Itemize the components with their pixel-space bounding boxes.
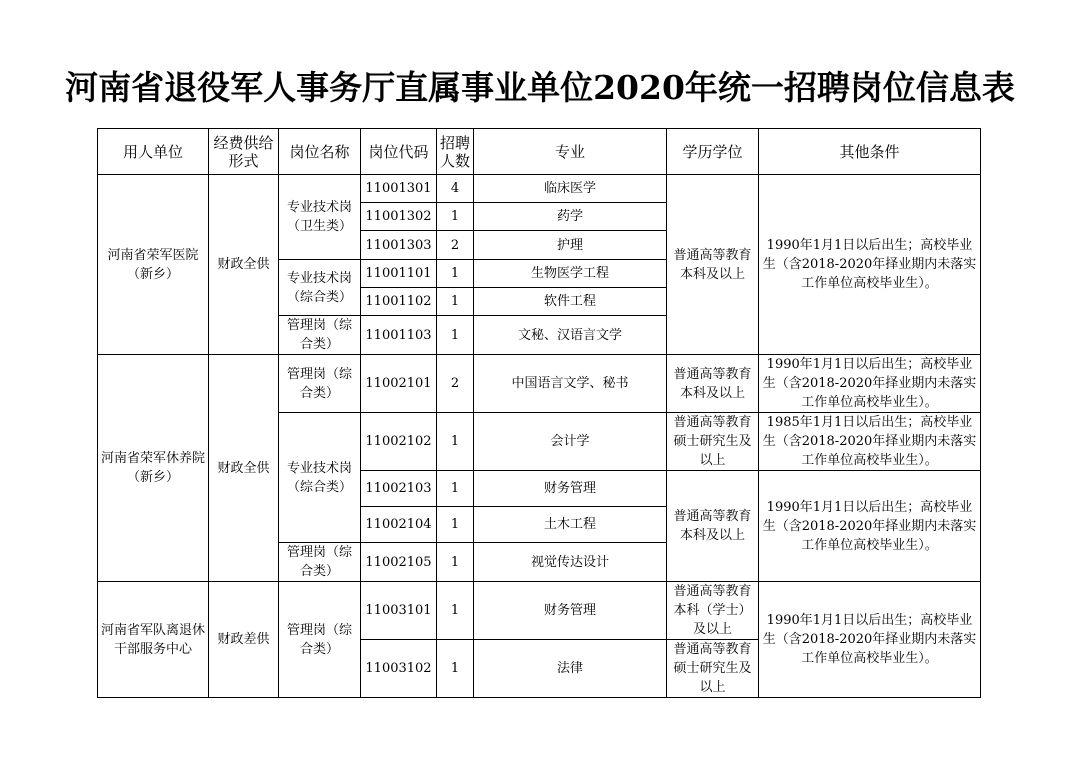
other-cell: 1985年1月1日以后出生；高校毕业生（含2018-2020年择业期内未落实工作单位高校毕业生）。 (759, 413, 981, 471)
unit-cell: 河南省军队离退休干部服务中心 (98, 582, 209, 698)
post-name-cell: 专业技术岗（卫生类） (279, 175, 361, 260)
table-row (98, 355, 981, 413)
major-cell: 临床医学 (474, 175, 667, 203)
major-cell: 法律 (474, 640, 667, 698)
degree-cell: 普通高等教育本科及以上 (667, 355, 759, 413)
count-cell: 1 (437, 413, 474, 471)
unit-cell: 河南省荣军休养院（新乡） (98, 355, 209, 582)
post-code-cell: 11002103 (361, 471, 437, 507)
count-cell: 1 (437, 543, 474, 582)
count-cell: 1 (437, 316, 474, 355)
post-name-cell: 管理岗（综合类） (279, 316, 361, 355)
count-cell: 1 (437, 582, 474, 640)
post-code-cell: 11001302 (361, 203, 437, 231)
post-name-cell: 管理岗（综合类） (279, 582, 361, 698)
post-code-cell: 11002102 (361, 413, 437, 471)
funding-cell: 财政差供 (209, 582, 279, 698)
count-cell: 4 (437, 175, 474, 203)
count-cell: 1 (437, 507, 474, 543)
post-code-cell: 11003101 (361, 582, 437, 640)
page-title: 河南省退役军人事务厅直属事业单位2020年统一招聘岗位信息表 (65, 68, 1015, 107)
header-post-name: 岗位名称 (279, 129, 361, 175)
post-code-cell: 11003102 (361, 640, 437, 698)
major-cell: 财务管理 (474, 471, 667, 507)
funding-cell: 财政全供 (209, 175, 279, 355)
degree-cell: 普通高等教育本科（学士）及以上 (667, 582, 759, 640)
count-cell: 2 (437, 231, 474, 260)
funding-cell: 财政全供 (209, 355, 279, 582)
post-name-cell: 专业技术岗（综合类） (279, 260, 361, 316)
post-code-cell: 11001303 (361, 231, 437, 260)
unit-cell: 河南省荣军医院（新乡） (98, 175, 209, 355)
degree-cell: 普通高等教育本科及以上 (667, 175, 759, 355)
header-post-code: 岗位代码 (361, 129, 437, 175)
post-name-cell: 管理岗（综合类） (279, 355, 361, 413)
header-other: 其他条件 (759, 129, 981, 175)
header-count: 招聘人数 (437, 129, 474, 175)
count-cell: 1 (437, 260, 474, 288)
post-code-cell: 11001102 (361, 288, 437, 316)
major-cell: 软件工程 (474, 288, 667, 316)
table-row (98, 175, 981, 203)
major-cell: 视觉传达设计 (474, 543, 667, 582)
post-code-cell: 11002105 (361, 543, 437, 582)
post-code-cell: 11002104 (361, 507, 437, 543)
post-code-cell: 11001103 (361, 316, 437, 355)
degree-cell: 普通高等教育硕士研究生及以上 (667, 640, 759, 698)
count-cell: 1 (437, 471, 474, 507)
post-code-cell: 11002101 (361, 355, 437, 413)
header-major: 专业 (474, 129, 667, 175)
count-cell: 1 (437, 203, 474, 231)
major-cell: 药学 (474, 203, 667, 231)
header-row (98, 129, 981, 175)
major-cell: 文秘、汉语言文学 (474, 316, 667, 355)
major-cell: 财务管理 (474, 582, 667, 640)
major-cell: 会计学 (474, 413, 667, 471)
degree-cell: 普通高等教育硕士研究生及以上 (667, 413, 759, 471)
other-cell: 1990年1月1日以后出生；高校毕业生（含2018-2020年择业期内未落实工作单位高校毕业生）。 (759, 355, 981, 413)
post-code-cell: 11001101 (361, 260, 437, 288)
degree-cell: 普通高等教育本科及以上 (667, 471, 759, 582)
count-cell: 1 (437, 640, 474, 698)
count-cell: 2 (437, 355, 474, 413)
major-cell: 生物医学工程 (474, 260, 667, 288)
recruitment-table (97, 128, 981, 698)
other-cell: 1990年1月1日以后出生；高校毕业生（含2018-2020年择业期内未落实工作单位高校毕业生）。 (759, 582, 981, 698)
post-code-cell: 11001301 (361, 175, 437, 203)
count-cell: 1 (437, 288, 474, 316)
major-cell: 土木工程 (474, 507, 667, 543)
header-degree: 学历学位 (667, 129, 759, 175)
post-name-cell: 管理岗（综合类） (279, 543, 361, 582)
major-cell: 护理 (474, 231, 667, 260)
table-row (98, 582, 981, 640)
other-cell: 1990年1月1日以后出生；高校毕业生（含2018-2020年择业期内未落实工作单位高校毕业生）。 (759, 471, 981, 582)
other-cell: 1990年1月1日以后出生；高校毕业生（含2018-2020年择业期内未落实工作单位高校毕业生）。 (759, 175, 981, 355)
major-cell: 中国语言文学、秘书 (474, 355, 667, 413)
post-name-cell: 专业技术岗（综合类） (279, 413, 361, 543)
header-unit: 用人单位 (98, 129, 209, 175)
header-funding: 经费供给形式 (209, 129, 279, 175)
